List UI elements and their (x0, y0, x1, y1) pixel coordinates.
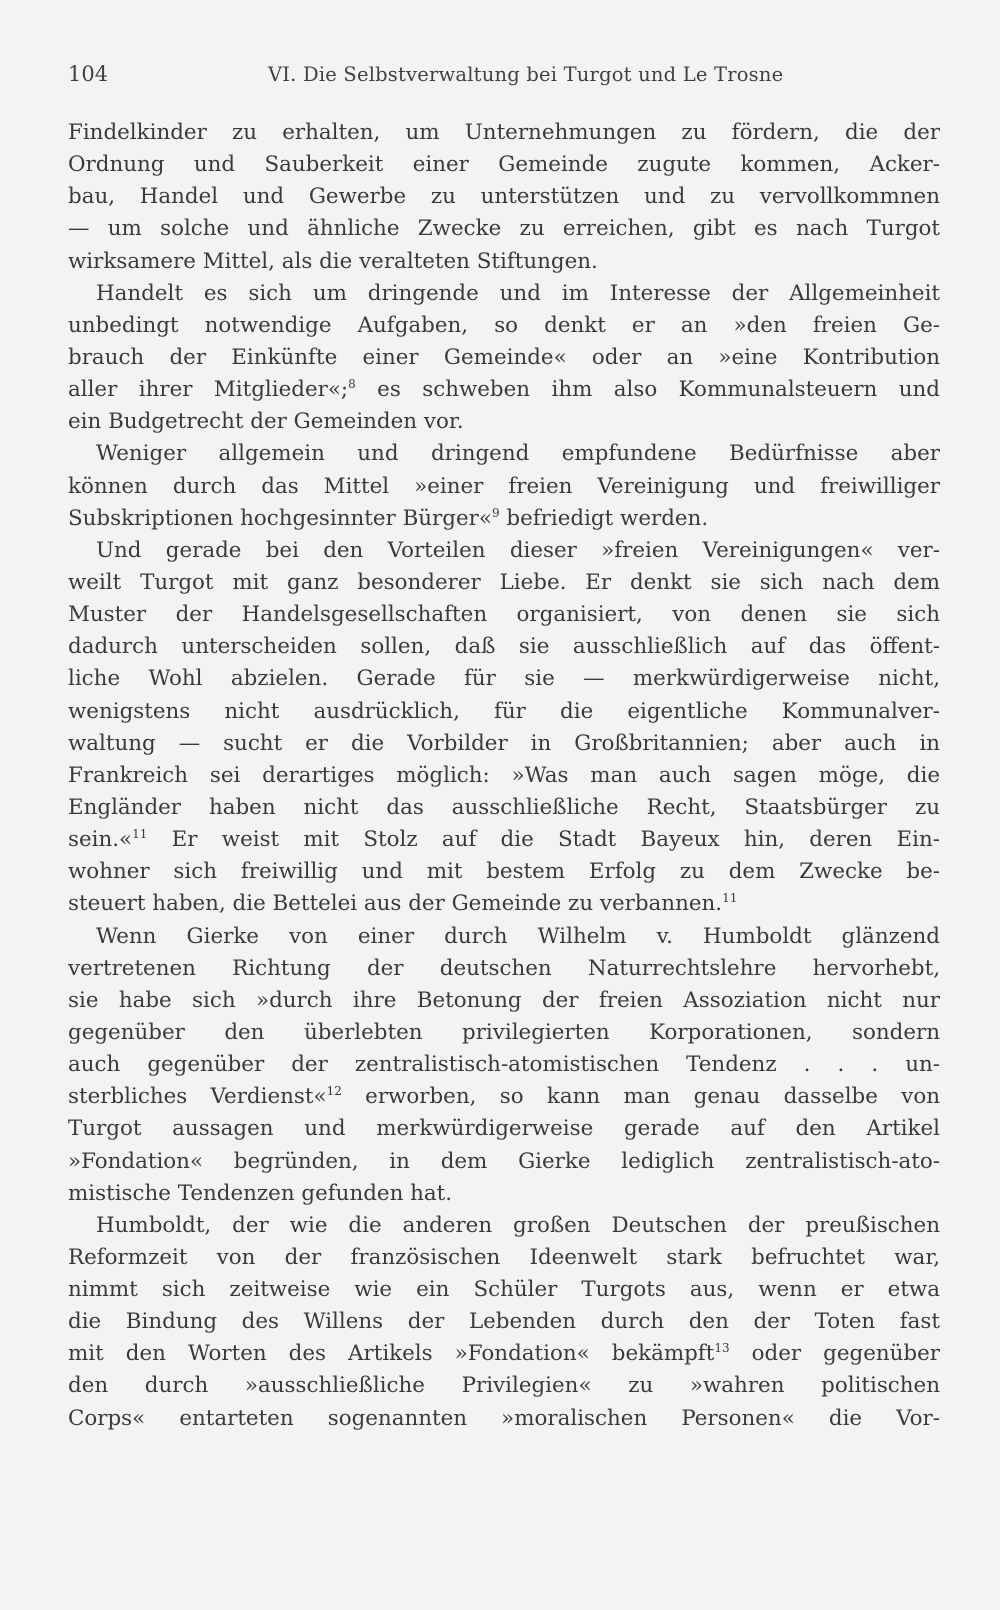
line-text: Muster der Handelsgesellschaften organisiert, von denen sie sich (68, 602, 940, 628)
text-line (68, 824, 940, 856)
line-text: wohner sich freiwillig und mit bestem Erfolg zu dem Zwecke be- (68, 859, 940, 885)
text-line (68, 856, 940, 888)
text-line (68, 1274, 940, 1306)
text-line (68, 117, 940, 149)
line-text: Weniger allgemein und dringend empfundene Bedürfnisse aber (96, 441, 940, 467)
text-line (68, 181, 940, 213)
line-text-continued: Er weist mit Stolz auf die Stadt Bayeux hin, deren Ein- (147, 827, 940, 853)
line-text: aller ihrer Mitglieder«; (68, 377, 349, 403)
text-line (68, 471, 940, 503)
line-text: Findelkinder zu erhalten, um Unternehmungen zu fördern, die der (68, 120, 940, 145)
text-line (68, 374, 940, 406)
line-text: die Bindung des Willens der Lebenden durch den der Toten fast (68, 1309, 940, 1335)
text-line (68, 921, 940, 953)
line-text-continued: erworben, so kann man genau dasselbe von (341, 1084, 940, 1110)
text-line (68, 728, 940, 760)
body-text (68, 117, 940, 1435)
text-line (68, 1210, 940, 1242)
line-text: mit den Worten des Artikels »Fondation« bekämpft (68, 1341, 715, 1367)
line-text: sie habe sich »durch ihre Betonung der freien Assoziation nicht nur (68, 987, 940, 1013)
text-line (68, 503, 940, 535)
text-line (68, 438, 940, 470)
text-line (68, 696, 940, 728)
text-line (68, 792, 940, 824)
text-line (68, 1370, 940, 1402)
text-line (68, 1338, 940, 1370)
line-text: steuert haben, die Bettelei aus der Gemeinde zu verbannen. (68, 891, 723, 917)
line-text: unbedingt notwendige Aufgaben, so denkt er an »den freien Ge- (68, 312, 940, 338)
text-line (68, 278, 940, 310)
footnote-marker: 12 (326, 1084, 342, 1099)
line-text: den durch »ausschließliche Privilegien« zu »wahren politischen (68, 1373, 940, 1399)
text-line (68, 1403, 940, 1435)
line-text: brauch der Einkünfte einer Gemeinde« oder an »eine Kontribution (68, 344, 940, 370)
line-text: Subskriptionen hochgesinnter Bürger« (68, 505, 492, 531)
line-text: Humboldt, der wie die anderen großen Deutschen der preußischen (96, 1212, 940, 1238)
line-text: — um solche und ähnliche Zwecke zu erreichen, gibt es nach Turgot (68, 216, 940, 242)
line-text: sein.« (68, 827, 133, 853)
line-text: können durch das Mittel »einer freien Vereinigung und freiwilliger (68, 473, 940, 499)
text-line (68, 599, 940, 631)
text-line (68, 631, 940, 663)
text-line (68, 310, 940, 342)
line-text: weilt Turgot mit ganz besonderer Liebe. Er denkt sie sich nach dem (68, 569, 940, 595)
footnote-marker: 11 (132, 827, 148, 842)
line-text: waltung — sucht er die Vorbilder in Großbritannien; aber auch in (68, 730, 940, 756)
line-text-continued: es schweben ihm also Kommunalsteuern und (355, 377, 940, 403)
text-line (68, 760, 940, 792)
line-text: nimmt sich zeitweise wie ein Schüler Turgots aus, wenn er etwa (68, 1277, 940, 1303)
text-line (68, 888, 940, 920)
line-text: Handelt es sich um dringende und im Interesse der Allgemeinheit (96, 280, 940, 306)
text-line (68, 213, 940, 245)
text-line (68, 1178, 940, 1210)
text-line (68, 1113, 940, 1145)
text-line (68, 985, 940, 1017)
line-text: wirksamere Mittel, als die veralteten Stiftungen. (68, 248, 598, 274)
line-text: vertretenen Richtung der deutschen Naturrechtslehre hervorhebt, (68, 955, 940, 981)
text-line (68, 1017, 940, 1049)
text-line (68, 663, 940, 695)
page-header (68, 62, 948, 92)
line-text: dadurch unterscheiden sollen, daß sie ausschließlich auf das öffent- (68, 634, 940, 660)
footnote-marker: 8 (348, 377, 356, 392)
text-line (68, 246, 940, 278)
line-text: Wenn Gierke von einer durch Wilhelm v. Humboldt glänzend (96, 923, 940, 949)
line-text: auch gegenüber der zentralistisch-atomistischen Tendenz . . . un- (68, 1052, 940, 1078)
footnote-marker: 11 (722, 891, 738, 906)
running-title: VI. Die Selbstverwaltung bei Turgot und Le Trosne (268, 63, 784, 86)
line-text: sterbliches Verdienst« (68, 1084, 327, 1110)
line-text: Und gerade bei den Vorteilen dieser »freien Vereinigungen« ver- (96, 537, 940, 563)
line-text: Reformzeit von der französischen Ideenwelt stark befruchtet war, (68, 1244, 940, 1270)
line-text-continued: befriedigt werden. (499, 505, 709, 531)
text-line (68, 567, 940, 599)
line-text: gegenüber den überlebten privilegierten Korporationen, sondern (68, 1019, 940, 1045)
text-line (68, 1242, 940, 1274)
line-text: wenigstens nicht ausdrücklich, für die eigentliche Kommunalver- (68, 698, 940, 724)
text-line (68, 1049, 940, 1081)
line-text: »Fondation« begründen, in dem Gierke lediglich zentralistisch-ato- (68, 1148, 940, 1174)
line-text: Turgot aussagen und merkwürdigerweise gerade auf den Artikel (68, 1116, 940, 1142)
footnote-marker: 9 (491, 505, 500, 520)
footnote-marker: 13 (714, 1341, 730, 1356)
text-line (68, 953, 940, 985)
page-number: 104 (68, 62, 109, 86)
line-text: Corps« entarteten sogenannten »moralischen Personen« die Vor- (68, 1405, 940, 1431)
text-line (68, 149, 940, 181)
text-line (68, 406, 940, 438)
text-line (68, 342, 940, 374)
line-text: liche Wohl abzielen. Gerade für sie — merkwürdigerweise nicht, (68, 666, 940, 692)
line-text: Ordnung und Sauberkeit einer Gemeinde zugute kommen, Acker- (68, 152, 940, 178)
line-text: mistische Tendenzen gefunden hat. (68, 1180, 453, 1206)
text-line (68, 1306, 940, 1338)
line-text: Frankreich sei derartiges möglich: »Was man auch sagen möge, die (68, 762, 940, 788)
text-line (68, 1146, 940, 1178)
line-text: ein Budgetrecht der Gemeinden vor. (68, 409, 464, 435)
text-line (68, 535, 940, 567)
line-text-continued: oder gegenüber (729, 1341, 940, 1367)
text-line (68, 1081, 940, 1113)
line-text: Engländer haben nicht das ausschließliche Recht, Staatsbürger zu (68, 794, 940, 820)
line-text: bau, Handel und Gewerbe zu unterstützen und zu vervollkommnen (68, 184, 940, 210)
